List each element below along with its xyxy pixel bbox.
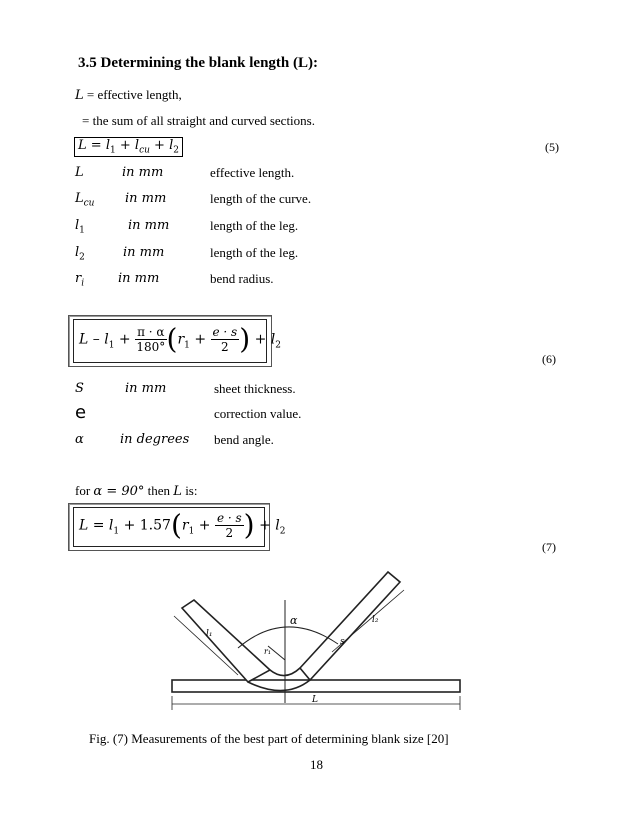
label-r: r₁ [264,647,272,656]
label-l2: l₂ [372,615,379,625]
equation-7-number: (7) [542,540,556,554]
condition-line: for α = 90° then L is: [75,483,198,499]
def-desc: length of the leg. [210,245,299,260]
equation-6-box [68,315,282,367]
def-desc: length of the leg. [210,218,299,233]
intro-line-1 [75,87,182,103]
def-unit: in mm [122,165,164,180]
def-symbol: $l_2$ [75,245,85,263]
equation-5-number: (5) [545,140,559,154]
intro-line-1-text: = effective length, [83,87,182,102]
def-symbol: L [75,165,84,180]
def-unit: in mm [128,218,170,233]
equation-6-number: (6) [542,352,556,366]
equation-7-box [68,503,286,551]
def-unit: in mm [125,381,167,396]
label-L: L [312,695,318,705]
def-desc: bend angle. [214,432,274,447]
label-l1: l₁ [206,629,213,639]
def-unit: in mm [125,191,167,206]
equation-7: $L = l_1 + 1.57(r_1$ + $\frac{e \cdot s}{2}$ ) + $l_2$ [79,508,286,542]
bending-figure [160,568,470,718]
def-symbol: $L_{cu}$ [75,191,95,209]
equation-5: $L = l_1 + l_{cu} + l_2$ [74,137,183,157]
page-number: 18 [310,757,323,772]
intro-var-L: L [75,88,84,103]
figure-caption: Fig. (7) Measurements of the best part of determining blank size [20] [89,731,449,746]
def-desc: correction value. [214,406,302,421]
left-leg [182,600,270,682]
base-plate [172,680,460,692]
def-unit: in mm [118,271,160,286]
def-desc: bend radius. [210,271,274,286]
def-desc: length of the curve. [210,191,312,206]
intro-line-2: = the sum of all straight and curved sections. [82,113,315,128]
def-symbol: $l_1$ [75,218,85,236]
section-heading: 3.5 Determining the blank length (L): [78,55,318,71]
equation-6: L – $l_1$ + $\frac{\pi \cdot \alpha}{180^\circ}$ ($r_1$ + $\frac{e \cdot s}{2}$ ) + $l_2$ [79,322,282,356]
def-unit: in degrees [120,432,190,447]
def-desc: sheet thickness. [214,381,296,396]
def-desc: effective length. [210,165,295,180]
def-symbol: $r_i$ [75,271,85,289]
label-s: s [340,637,345,647]
def-symbol: α [75,432,84,447]
right-leg [300,572,400,680]
label-alpha: α [290,614,298,627]
def-unit: in mm [123,245,165,260]
def-symbol: e [75,402,87,423]
def-symbol: S [75,381,84,396]
